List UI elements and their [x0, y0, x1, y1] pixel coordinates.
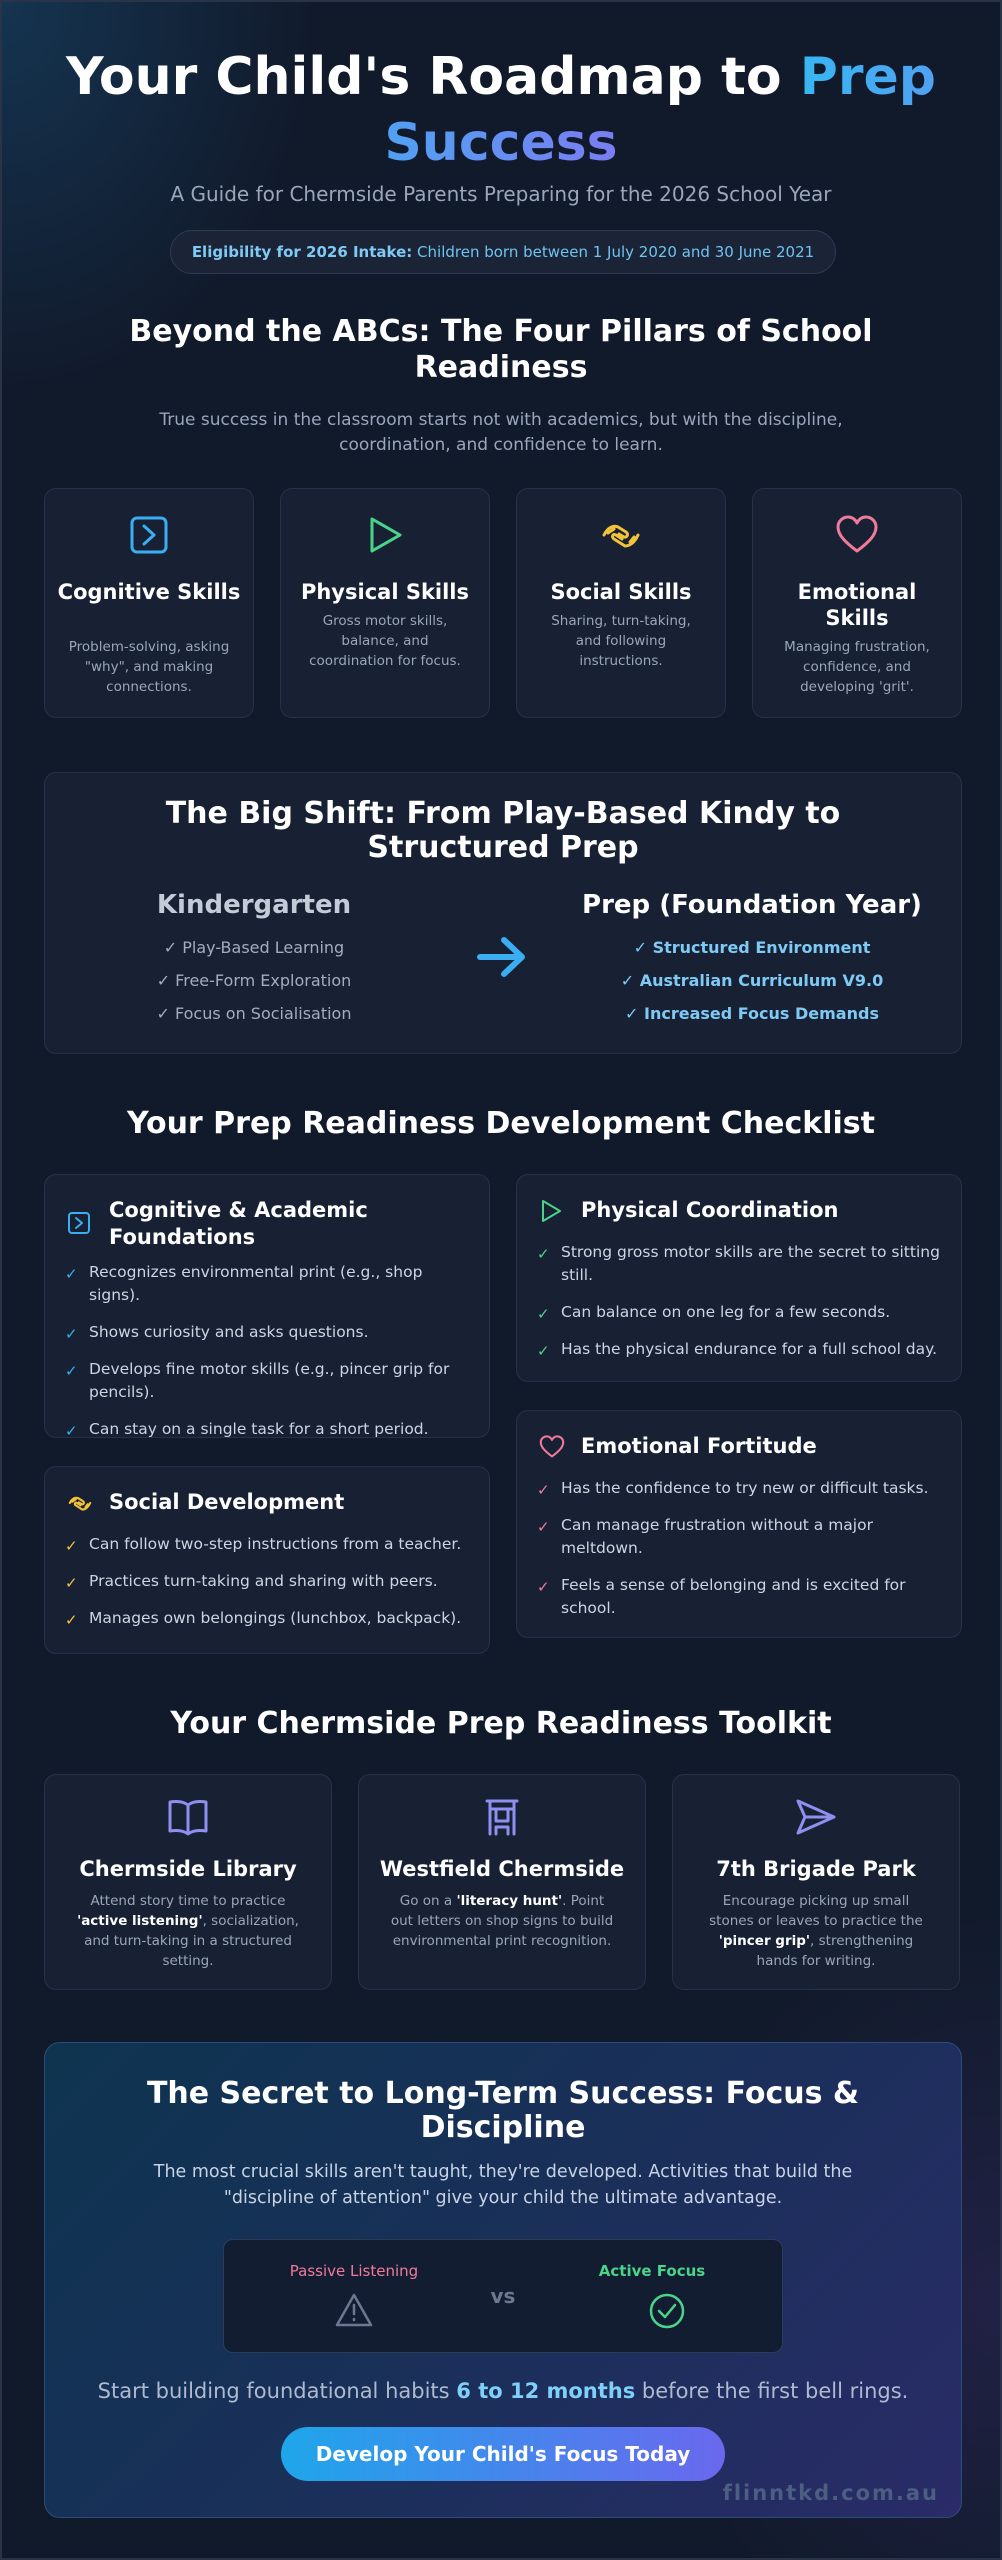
play-icon — [539, 1199, 567, 1227]
checklist-card-title: Social Development — [109, 1490, 345, 1514]
vs-label: vs — [490, 2284, 516, 2308]
shop-icon — [359, 1797, 645, 1837]
toolkit-card-park — [672, 1774, 960, 1990]
heart-icon — [539, 1435, 567, 1463]
habit-text: before the first bell rings. — [635, 2379, 909, 2403]
list-item-text: Shows curiosity and asks questions. — [89, 1323, 369, 1341]
checklist-items — [537, 1477, 941, 1634]
handshake-icon — [517, 515, 725, 559]
list-item: ✓ Practices turn-taking and sharing with peers. — [65, 1572, 438, 1592]
list-item-text: Has the confidence to try new or difficult tasks. — [561, 1479, 929, 1497]
focus-description: The most crucial skills aren't taught, they're developed. Activities that build the "discipline of attention" give your child the ultimate advantage. — [153, 2162, 853, 2208]
desc-text: Go on a — [399, 1893, 457, 1909]
desc-bold: 'active listening' — [77, 1913, 203, 1929]
check-circle-icon — [648, 2292, 686, 2334]
page-title — [42, 44, 960, 176]
pillar-title: Social Skills — [550, 580, 692, 604]
list-item-text: Has the physical endurance for a full school day. — [561, 1340, 938, 1358]
pillar-card-cognitive — [44, 488, 254, 718]
big-shift-heading: The Big Shift: From Play-Based Kindy to Structured Prep — [165, 796, 841, 865]
pillar-desc: Sharing, turn-taking, and following instructions. — [551, 613, 691, 669]
list-item-text: Can follow two-step instructions from a teacher. — [89, 1535, 462, 1553]
eligibility-label: Eligibility for 2026 Intake: — [191, 243, 413, 261]
list-item-text: Feels a sense of belonging and is excited for school. — [561, 1576, 906, 1617]
toolkit-card-library — [44, 1774, 332, 1990]
title-main-text: Your Child's Roadmap to — [65, 47, 800, 107]
desc-text: . Point out letters on shop signs to build environmental print recognition. — [390, 1893, 614, 1949]
develop-focus-button[interactable]: Develop Your Child's Focus Today — [281, 2427, 725, 2481]
checklist-card-title: Emotional Fortitude — [581, 1434, 817, 1458]
list-item-text: Can manage frustration without a major meltdown. — [561, 1516, 873, 1557]
brain-box-icon — [67, 1199, 95, 1227]
checklist-items — [65, 1261, 469, 1455]
desc-text: Attend story time to practice — [90, 1893, 286, 1909]
checklist-card-title — [109, 1197, 368, 1251]
pillar-title: Cognitive Skills — [57, 580, 241, 604]
checklist-card-physical — [516, 1174, 962, 1382]
send-icon — [673, 1797, 959, 1837]
checklist-card-social — [44, 1466, 490, 1654]
toolkit-desc — [703, 1891, 929, 1971]
pillar-card-emotional — [752, 488, 962, 718]
list-item: ✓ Can balance on one leg for a few seconds. — [537, 1303, 891, 1323]
desc-text: , strengthening hands for writing. — [756, 1933, 914, 1969]
list-item-text: Can stay on a single task for a short period. — [89, 1420, 429, 1438]
brand-watermark: flinntkd.com.au — [722, 2481, 939, 2505]
desc-bold: 'literacy hunt' — [456, 1893, 563, 1909]
kindergarten-item: ✓ Play-Based Learning — [163, 938, 345, 957]
prep-title: Prep (Foundation Year) — [582, 890, 922, 920]
habit-text: Start building foundational habits — [97, 2379, 457, 2403]
list-item-text: Practices turn-taking and sharing with peers. — [89, 1572, 438, 1590]
toolkit-title: Westfield Chermside — [379, 1857, 625, 1881]
title-line: Cognitive & Academic — [109, 1198, 368, 1222]
list-item: ✓ Recognizes environmental print (e.g., shop signs). — [65, 1263, 423, 1304]
list-item: ✓ Strong gross motor skills are the secret to sitting still. — [537, 1243, 940, 1284]
list-item-text: Can balance on one leg for a few seconds. — [561, 1303, 891, 1321]
page-subtitle: A Guide for Chermside Parents Preparing for the 2026 School Year — [170, 182, 832, 206]
desc-bold: 'pincer grip' — [718, 1933, 811, 1949]
kindergarten-title: Kindergarten — [156, 890, 352, 920]
prep-item: ✓ Australian Curriculum V9.0 — [620, 971, 884, 990]
pillar-title: Physical Skills — [300, 580, 470, 604]
toolkit-title: Chermside Library — [79, 1857, 297, 1881]
comparison-box — [223, 2239, 783, 2353]
pillar-card-physical — [280, 488, 490, 718]
eligibility-banner — [170, 230, 836, 274]
list-item: ✓ Manages own belongings (lunchbox, backpack). — [65, 1609, 462, 1629]
toolkit-heading: Your Chermside Prep Readiness Toolkit — [170, 1706, 832, 1741]
pillar-title: Emotional Skills — [797, 580, 917, 630]
checklist-heading: Your Prep Readiness Development Checklist — [126, 1106, 876, 1141]
desc-text: , socialization, and turn-taking in a structured setting. — [84, 1913, 299, 1969]
focus-discipline-card — [44, 2042, 962, 2518]
play-icon — [281, 515, 489, 559]
pillar-desc: Gross motor skills, balance, and coordination for focus. — [309, 613, 461, 669]
toolkit-desc — [75, 1891, 301, 1971]
list-item-text: Manages own belongings (lunchbox, backpack). — [89, 1609, 462, 1627]
list-item-text: Strong gross motor skills are the secret to sitting still. — [561, 1243, 940, 1284]
title-highlight-text: Prep Success — [384, 47, 936, 173]
list-item: ✓ Shows curiosity and asks questions. — [65, 1323, 369, 1343]
active-focus-label: Active Focus — [598, 2262, 706, 2280]
checklist-card-cognitive — [44, 1174, 490, 1438]
handshake-icon — [67, 1491, 95, 1519]
pillar-card-social — [516, 488, 726, 718]
passive-listening-label: Passive Listening — [289, 2262, 419, 2280]
checklist-card-title: Physical Coordination — [581, 1198, 839, 1222]
pillar-desc: Managing frustration, confidence, and developing 'grit'. — [784, 639, 930, 695]
eligibility-text: Children born between 1 July 2020 and 30 June 2021 — [412, 243, 815, 261]
habit-timing-text — [45, 2379, 961, 2403]
list-item: ✓ Can manage frustration without a major meltdown. — [537, 1516, 873, 1557]
kindergarten-item: ✓ Focus on Socialisation — [156, 1004, 352, 1023]
prep-item: ✓ Increased Focus Demands — [625, 1004, 879, 1023]
list-item: ✓ Feels a sense of belonging and is excited for school. — [537, 1576, 906, 1617]
brain-box-icon — [45, 515, 253, 559]
habit-bold: 6 to 12 months — [456, 2379, 636, 2403]
pillars-heading: Beyond the ABCs: The Four Pillars of School Readiness — [129, 314, 873, 385]
title-line: Foundations — [109, 1225, 256, 1249]
list-item: ✓ Can stay on a single task for a short period. — [65, 1420, 429, 1440]
focus-heading: The Secret to Long-Term Success: Focus & Discipline — [146, 2076, 860, 2145]
list-item-text: Recognizes environmental print (e.g., shop signs). — [89, 1263, 423, 1304]
book-icon — [45, 1797, 331, 1837]
checklist-card-emotional — [516, 1410, 962, 1638]
list-item-text: Develops fine motor skills (e.g., pincer grip for pencils). — [89, 1360, 450, 1401]
pillars-description: True success in the classroom starts not with academics, but with the discipline, coordination, and confidence to learn. — [159, 410, 843, 455]
toolkit-title: 7th Brigade Park — [716, 1857, 916, 1881]
arrow-right-icon — [476, 934, 528, 984]
desc-text: Encourage picking up small stones or leaves to practice the — [709, 1893, 923, 1929]
heart-icon — [753, 515, 961, 559]
pillar-desc: Problem-solving, asking "why", and making connections. — [68, 639, 230, 695]
list-item: ✓ Can follow two-step instructions from a teacher. — [65, 1535, 462, 1555]
list-item: ✓ Has the confidence to try new or difficult tasks. — [537, 1479, 929, 1499]
list-item: ✓ Develops fine motor skills (e.g., pincer grip for pencils). — [65, 1360, 450, 1401]
checklist-items — [65, 1533, 469, 1644]
list-item: ✓ Has the physical endurance for a full school day. — [537, 1340, 938, 1360]
toolkit-desc — [389, 1891, 615, 1951]
kindergarten-item: ✓ Free-Form Exploration — [156, 971, 352, 990]
prep-item: ✓ Structured Environment — [633, 938, 871, 957]
toolkit-card-westfield — [358, 1774, 646, 1990]
checklist-items — [537, 1241, 941, 1375]
